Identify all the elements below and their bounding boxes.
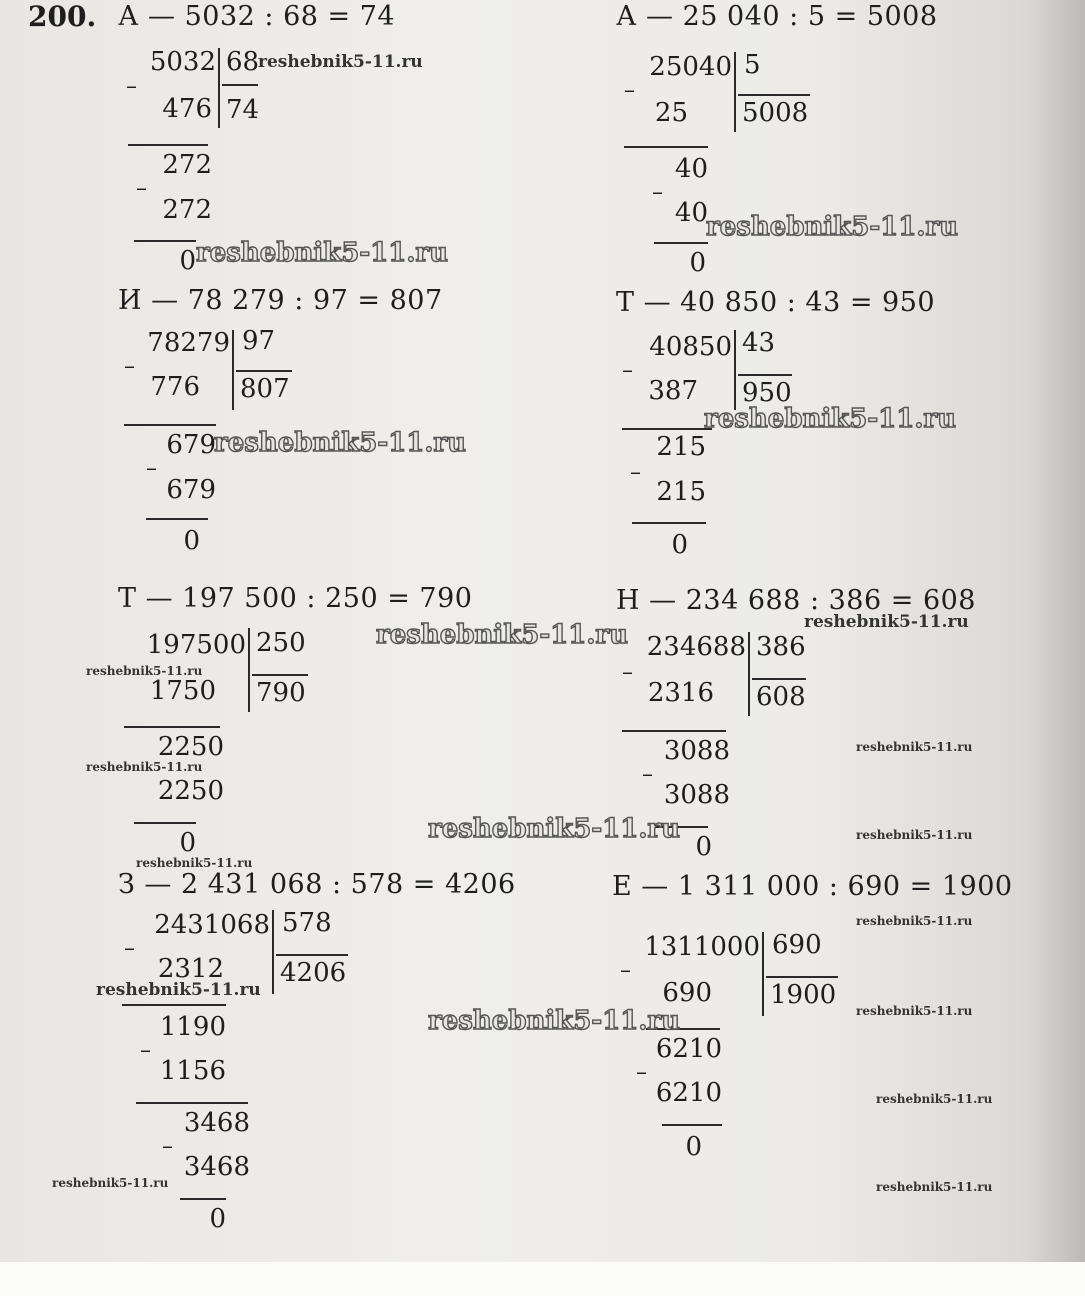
- divisor: 690: [772, 930, 822, 960]
- step-2: 215: [656, 432, 706, 462]
- division-bar: [762, 932, 764, 1016]
- remainder: 0: [685, 1132, 702, 1162]
- dividend: 234688: [646, 632, 746, 662]
- minus-sign: –: [622, 660, 633, 685]
- watermark: reshebnik5-11.ru: [876, 1180, 993, 1194]
- quotient-line: [738, 374, 792, 376]
- equation-heading: И — 78 279 : 97 = 807: [118, 285, 443, 316]
- minus-sign: –: [642, 762, 653, 787]
- minus-sign: –: [620, 958, 631, 983]
- watermark: reshebnik5-11.ru: [856, 1004, 973, 1018]
- step-2: 3088: [663, 736, 730, 766]
- minus-sign: –: [124, 354, 135, 379]
- step-1: 25: [654, 98, 688, 128]
- minus-sign: –: [652, 180, 663, 205]
- quotient: 608: [756, 682, 806, 712]
- division-bar: [232, 330, 234, 410]
- watermark: reshebnik5-11.ru: [876, 1092, 993, 1106]
- step-2: 6210: [655, 1034, 722, 1064]
- problem-number: 200.: [28, 0, 97, 33]
- minus-sign: –: [146, 456, 157, 481]
- divisor: 5: [744, 50, 761, 80]
- minus-sign: –: [124, 936, 135, 961]
- remainder: 0: [695, 832, 712, 862]
- dividend: 78279: [147, 328, 230, 358]
- equation-heading: Т — 197 500 : 250 = 790: [118, 583, 473, 614]
- step-2: 2250: [157, 732, 224, 762]
- divisor: 250: [256, 628, 306, 658]
- watermark: reshebnik5-11.ru: [86, 760, 203, 774]
- division-bar: [248, 628, 250, 712]
- dividend: 197500: [146, 630, 246, 660]
- quotient: 74: [226, 95, 260, 125]
- quotient-line: [222, 84, 258, 86]
- watermark: reshebnik5-11.ru: [428, 1006, 681, 1036]
- step-1: 2316: [647, 678, 714, 708]
- watermark: reshebnik5-11.ru: [804, 612, 969, 632]
- quotient-line: [752, 678, 806, 680]
- remainder: 0: [671, 530, 688, 560]
- step-2: 1190: [159, 1012, 226, 1042]
- divisor: 68: [226, 47, 260, 77]
- step-1: 776: [150, 372, 200, 402]
- minus-sign: –: [136, 176, 147, 201]
- division-bar: [218, 48, 220, 128]
- division-bar: [272, 910, 274, 994]
- dividend: 2431068: [154, 910, 270, 940]
- step-3: 3088: [663, 780, 730, 810]
- division-bar: [734, 52, 736, 132]
- quotient: 950: [742, 378, 792, 408]
- step-1: 690: [662, 978, 712, 1008]
- dividend: 5032: [149, 47, 216, 77]
- watermark: reshebnik5-11.ru: [258, 52, 423, 72]
- step-3: 6210: [655, 1078, 722, 1108]
- step-line: [136, 1102, 248, 1104]
- watermark: reshebnik5-11.ru: [136, 856, 253, 870]
- watermark: reshebnik5-11.ru: [706, 212, 959, 242]
- step-line: [632, 522, 706, 524]
- remainder: 0: [179, 828, 196, 858]
- step-1: 1750: [149, 676, 216, 706]
- remainder: 0: [689, 248, 706, 278]
- minus-sign: –: [624, 78, 635, 103]
- divisor: 43: [742, 328, 776, 358]
- remainder: 0: [209, 1204, 226, 1234]
- division-bar: [748, 632, 750, 716]
- step-line: [622, 730, 726, 732]
- watermark: reshebnik5-11.ru: [52, 1176, 169, 1190]
- step-2: 40: [674, 154, 708, 184]
- divisor: 386: [756, 632, 806, 662]
- step-2: 679: [166, 430, 216, 460]
- step-line: [654, 242, 708, 244]
- equation-heading: А — 25 040 : 5 = 5008: [616, 1, 938, 32]
- step-line: [124, 726, 220, 728]
- step-3: 215: [656, 477, 706, 507]
- page-edge-shadow: [1025, 0, 1085, 1262]
- minus-sign: –: [636, 1060, 647, 1085]
- watermark: reshebnik5-11.ru: [214, 428, 467, 458]
- step-line: [128, 144, 208, 146]
- step-line: [180, 1198, 226, 1200]
- equation-heading: Т — 40 850 : 43 = 950: [616, 287, 936, 318]
- step-4: 3468: [183, 1108, 250, 1138]
- step-line: [134, 822, 196, 824]
- page-bottom-margin: [0, 1262, 1085, 1296]
- quotient-line: [236, 370, 292, 372]
- watermark: reshebnik5-11.ru: [376, 620, 629, 650]
- equation-heading: Н — 234 688 : 386 = 608: [616, 585, 976, 616]
- watermark: reshebnik5-11.ru: [856, 828, 973, 842]
- watermark: reshebnik5-11.ru: [704, 404, 957, 434]
- step-3: 40: [674, 198, 708, 228]
- watermark: reshebnik5-11.ru: [196, 238, 449, 268]
- quotient-line: [252, 674, 308, 676]
- minus-sign: –: [126, 74, 137, 99]
- step-1: 2312: [157, 954, 224, 984]
- quotient: 1900: [770, 980, 837, 1010]
- watermark: reshebnik5-11.ru: [856, 914, 973, 928]
- watermark: reshebnik5-11.ru: [96, 980, 261, 1000]
- step-5: 3468: [183, 1152, 250, 1182]
- division-bar: [734, 330, 736, 410]
- step-1: 387: [648, 376, 698, 406]
- equation-heading: З — 2 431 068 : 578 = 4206: [118, 869, 516, 900]
- dividend: 25040: [649, 52, 732, 82]
- step-3: 2250: [157, 776, 224, 806]
- equation-heading: А — 5032 : 68 = 74: [118, 1, 396, 32]
- step-line: [124, 424, 216, 426]
- quotient-line: [766, 976, 838, 978]
- step-line: [134, 240, 196, 242]
- minus-sign: –: [140, 1038, 151, 1063]
- remainder: 0: [183, 526, 200, 556]
- quotient: 5008: [742, 98, 809, 128]
- dividend: 40850: [649, 332, 732, 362]
- watermark: reshebnik5-11.ru: [428, 814, 681, 844]
- step-line: [624, 146, 708, 148]
- quotient: 807: [240, 374, 290, 404]
- quotient: 4206: [280, 958, 347, 988]
- step-3: 1156: [159, 1056, 226, 1086]
- watermark: reshebnik5-11.ru: [86, 664, 203, 678]
- divisor: 578: [282, 908, 332, 938]
- step-line: [622, 428, 712, 430]
- step-1: 476: [162, 94, 212, 124]
- step-line: [122, 1004, 226, 1006]
- remainder: 0: [179, 246, 196, 276]
- step-3: 679: [166, 475, 216, 505]
- divisor: 97: [242, 326, 276, 356]
- step-line: [662, 1124, 722, 1126]
- quotient-line: [276, 954, 348, 956]
- minus-sign: –: [162, 1134, 173, 1159]
- minus-sign: –: [622, 358, 633, 383]
- quotient-line: [738, 94, 810, 96]
- watermark: reshebnik5-11.ru: [856, 740, 973, 754]
- equation-heading: Е — 1 311 000 : 690 = 1900: [612, 871, 1013, 902]
- step-3: 272: [162, 195, 212, 225]
- step-line: [146, 518, 208, 520]
- minus-sign: –: [630, 460, 641, 485]
- quotient: 790: [256, 678, 306, 708]
- dividend: 1311000: [644, 932, 760, 962]
- step-2: 272: [162, 150, 212, 180]
